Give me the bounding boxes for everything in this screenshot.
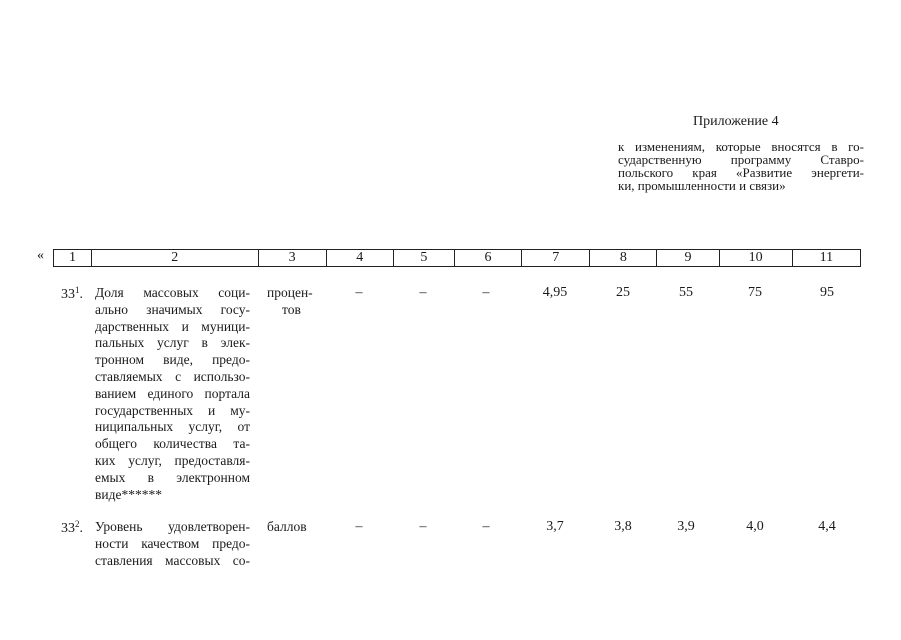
row-number-superscript: 2 xyxy=(75,519,80,529)
value-cell-col11: 95 xyxy=(820,285,834,300)
appendix-note xyxy=(618,140,864,192)
value-cell-col8: 25 xyxy=(616,285,630,300)
value-cell-col4: – xyxy=(355,285,363,300)
row-description xyxy=(95,519,250,569)
unit-line: тов xyxy=(282,301,301,317)
description-line: дарственных и муници- xyxy=(95,318,250,334)
row-unit xyxy=(267,519,307,536)
header-cell: 2 xyxy=(92,250,258,267)
description-line: виде****** xyxy=(95,486,162,502)
unit-line: баллов xyxy=(267,519,307,534)
description-line: государственных и му- xyxy=(95,402,250,418)
header-cell: 3 xyxy=(258,250,326,267)
description-line: емых в электронном xyxy=(95,469,250,485)
value-cell-col9: 3,9 xyxy=(677,519,695,534)
appendix-note-line: к изменениям, которые вносятся в го- xyxy=(618,139,864,154)
header-cell: 11 xyxy=(792,250,860,267)
description-line: ности качеством предо- xyxy=(95,535,250,551)
value-cell-col11: 4,4 xyxy=(818,519,836,534)
appendix-note-line: сударственную программу Ставро- xyxy=(618,152,864,167)
appendix-note-line: ки, промышленности и связи» xyxy=(618,178,786,193)
header-cell: 9 xyxy=(657,250,719,267)
row-number-superscript: 1 xyxy=(75,285,80,295)
description-line: Уровень удовлетворен- xyxy=(95,519,250,534)
description-line: Доля массовых соци- xyxy=(95,285,250,300)
description-line: общего количества та- xyxy=(95,436,250,452)
header-row xyxy=(54,250,861,267)
value-cell-col8: 3,8 xyxy=(614,519,632,534)
description-line: ванием единого портала xyxy=(95,385,250,401)
header-cell: 5 xyxy=(393,250,454,267)
value-cell-col5: – xyxy=(419,519,427,534)
row-number-suffix: . xyxy=(79,287,83,302)
value-cell-col7: 3,7 xyxy=(546,519,564,534)
open-quote-mark: « xyxy=(37,248,44,263)
value-cell-col6: – xyxy=(482,285,490,300)
value-cell-col9: 55 xyxy=(679,285,693,300)
row-number-main: 33 xyxy=(61,521,75,536)
header-cell: 10 xyxy=(719,250,792,267)
column-number-header xyxy=(53,249,861,267)
description-line: ставляемых с использо- xyxy=(95,368,250,384)
row-number-suffix: . xyxy=(79,521,83,536)
description-line: ставления массовых со- xyxy=(95,552,250,568)
description-line: ниципальных услуг, от xyxy=(95,419,250,435)
appendix-title: Приложение 4 xyxy=(693,114,779,129)
value-cell-col6: – xyxy=(482,519,490,534)
description-line: ально значимых госу- xyxy=(95,301,250,317)
header-cell: 6 xyxy=(454,250,521,267)
row-description xyxy=(95,285,250,503)
description-line: пальных услуг в элек- xyxy=(95,335,250,351)
row-number xyxy=(61,285,83,303)
row-number xyxy=(61,519,83,537)
header-cell: 8 xyxy=(590,250,657,267)
header-cell: 7 xyxy=(522,250,590,267)
value-cell-col5: – xyxy=(419,285,427,300)
header-cell: 4 xyxy=(326,250,393,267)
value-cell-col7: 4,95 xyxy=(542,285,568,300)
unit-line: процен- xyxy=(267,285,313,300)
description-line: ких услуг, предоставля- xyxy=(95,452,250,468)
value-cell-col10: 75 xyxy=(748,285,762,300)
header-cell: 1 xyxy=(54,250,92,267)
description-line: тронном виде, предо- xyxy=(95,352,250,368)
value-cell-col4: – xyxy=(355,519,363,534)
appendix-note-line: польского края «Развитие энергети- xyxy=(618,165,864,180)
row-number-main: 33 xyxy=(61,287,75,302)
value-cell-col10: 4,0 xyxy=(746,519,764,534)
row-unit xyxy=(267,285,313,319)
